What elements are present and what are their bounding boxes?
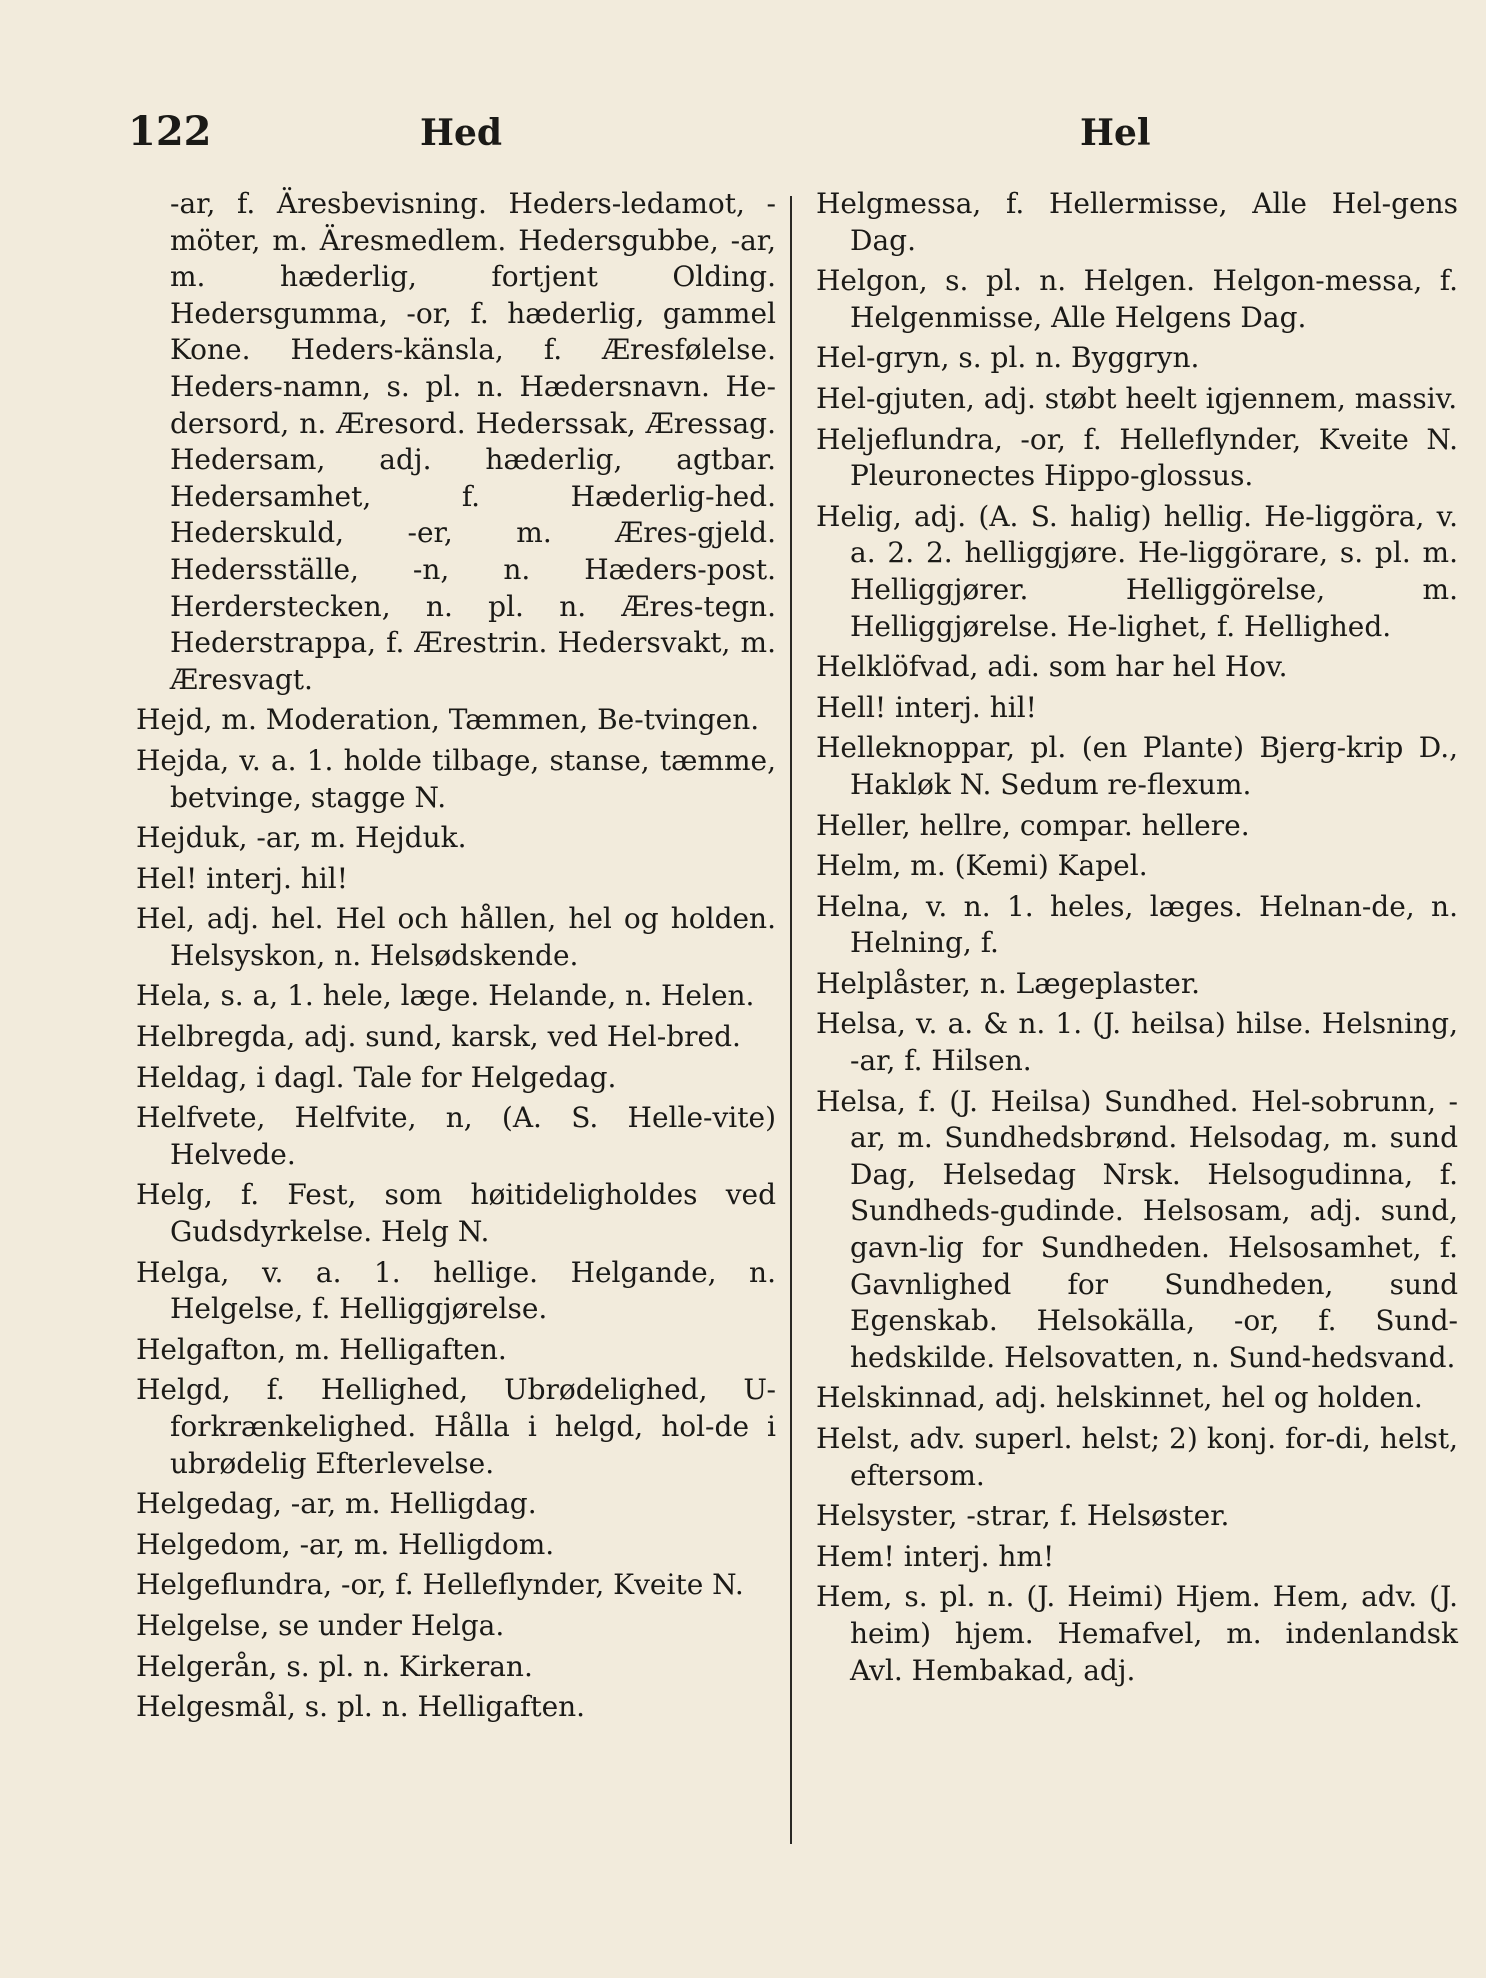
dictionary-entry: Helfvete, Helfvite, n, (A. S. Helle-vite) Helvede. [136,1101,776,1171]
dictionary-entry: Helgon, s. pl. n. Helgen. Helgon-messa, f. Helgenmisse, Alle Helgens Dag. [816,264,1458,334]
dictionary-entry: Helna, v. n. 1. heles, læges. Helnan-de, n. Helning, f. [816,889,1458,960]
dictionary-entry: Hem! interj. hm! [816,1539,1055,1573]
header-right-word: Hel [1080,112,1151,154]
dictionary-entry: Hejduk, -ar, m. Hejduk. [136,821,467,855]
right-column [816,186,1458,1693]
dictionary-entry: Helgedag, -ar, m. Helligdag. [136,1487,537,1521]
dictionary-entry: Helgmessa, f. Hellermisse, Alle Hel-gens Dag. [816,187,1458,257]
dictionary-entry: Helgerån, s. pl. n. Kirkeran. [136,1649,533,1683]
dictionary-entry: Helbregda, adj. sund, karsk, ved Hel-bred. [136,1020,741,1054]
dictionary-entry: -ar, f. Äresbevisning. Heders-ledamot, -möter, m. Äresmedlem. Hedersgubbe, -ar, m. hæderlig, fortjent Olding. Hedersgumma, -or, f. hæderlig, gammel Kone. Heders-känsla, f. Æresfølelse. Heders-namn, s. pl. n. Hædersnavn. He-dersord, n. Æresord. Hederssak, Æressag. Hedersam, adj. hæderlig, agtbar. Hedersamhet, f. Hæderlig-hed. Hederskuld, -er, m. Æres-gjeld. Hedersställe, -n, n. Hæders-post. Herderstecken, n. pl. n. Æres-tegn. Hederstrappa, f. Ærestrin. Hedersvakt, m. Æresvagt. [170,187,776,696]
dictionary-entry: Heljeflundra, -or, f. Helleflynder, Kveite N. Pleuronectes Hippo-glossus. [816,422,1458,493]
dictionary-entry: Helgd, f. Hellighed, Ubrødelighed, U-forkrænkelighed. Hålla i helgd, hol-de i ubrødelig Efterlevelse. [136,1373,776,1480]
dictionary-entry: Helskinnad, adj. helskinnet, hel og holden. [816,1381,1423,1415]
dictionary-entry: Helig, adj. (A. S. halig) hellig. He-liggöra, v. a. 2. 2. helliggjøre. He-liggörare, s. pl. m. Helliggjører. Helliggörelse, m. Helliggjørelse. He-lighet, f. Hellighed. [816,499,1458,643]
dictionary-entry: Helgeflundra, -or, f. Helleflynder, Kveite N. [136,1568,744,1602]
dictionary-entry: Helg, f. Fest, som høitideligholdes ved Gudsdyrkelse. Helg N. [136,1178,776,1249]
dictionary-entry: Helga, v. a. 1. hellige. Helgande, n. Helgelse, f. Helliggjørelse. [136,1255,776,1326]
header-left-word: Hed [420,112,503,154]
dictionary-entry: Hel-gryn, s. pl. n. Byggryn. [816,341,1200,375]
dictionary-entry: Heller, hellre, compar. hellere. [816,808,1250,842]
page-number: 122 [128,108,212,155]
dictionary-entry: Helplåster, n. Lægeplaster. [816,966,1201,1000]
dictionary-entry: Helgelse, se under Helga. [136,1608,505,1642]
dictionary-entry: Hel, adj. hel. Hel och hållen, hel og holden. Helsyskon, n. Helsødskende. [136,902,776,972]
dictionary-entry: Helgafton, m. Helligaften. [136,1332,507,1366]
dictionary-entry: Hela, s. a, 1. hele, læge. Helande, n. Helen. [136,979,755,1013]
dictionary-entry: Helsa, f. (J. Heilsa) Sundhed. Hel-sobrunn, -ar, m. Sundhedsbrønd. Helsodag, m. sund Dag, Helsedag Nrsk. Helsogudinna, f. Sundheds-gudinde. Helsosam, adj. sund, gavn-lig for Sundheden. Helsosamhet, f. Gavnlighed for Sundheden, sund Egenskab. Helsokälla, -or, f. Sund-hedskilde. Helsovatten, n. Sund-hedsvand. [816,1084,1458,1374]
dictionary-entry: Hel! interj. hil! [136,861,348,895]
dictionary-entry: Helgesmål, s. pl. n. Helligaften. [136,1690,586,1724]
dictionary-entry: Helleknoppar, pl. (en Plante) Bjerg-krip D., Hakløk N. Sedum re-flexum. [816,731,1458,801]
dictionary-entry: Helgedom, -ar, m. Helligdom. [136,1527,555,1561]
column-divider [790,196,792,1844]
dictionary-entry: Helklöfvad, adi. som har hel Hov. [816,650,1288,684]
page-header [128,108,1378,158]
dictionary-entry: Hell! interj. hil! [816,690,1037,724]
dictionary-entry: Helsa, v. a. & n. 1. (J. heilsa) hilse. Helsning, -ar, f. Hilsen. [816,1007,1458,1078]
dictionary-entry: Hejda, v. a. 1. holde tilbage, stanse, tæmme, betvinge, stagge N. [136,743,776,814]
dictionary-entry: Helsyster, -strar, f. Helsøster. [816,1499,1230,1533]
dictionary-entry: Hem, s. pl. n. (J. Heimi) Hjem. Hem, adv. (J. heim) hjem. Hemafvel, m. indenlandsk Avl. Hembakad, adj. [816,1580,1458,1687]
dictionary-entry: Hejd, m. Moderation, Tæmmen, Be-tvingen. [136,703,760,737]
dictionary-entry: Helst, adv. superl. helst; 2) konj. for-di, helst, eftersom. [816,1422,1458,1492]
dictionary-entry: Hel-gjuten, adj. støbt heelt igjennem, massiv. [816,381,1458,415]
left-column [136,186,776,1730]
dictionary-entry: Helm, m. (Kemi) Kapel. [816,849,1148,883]
dictionary-entry: Heldag, i dagl. Tale for Helgedag. [136,1060,617,1094]
